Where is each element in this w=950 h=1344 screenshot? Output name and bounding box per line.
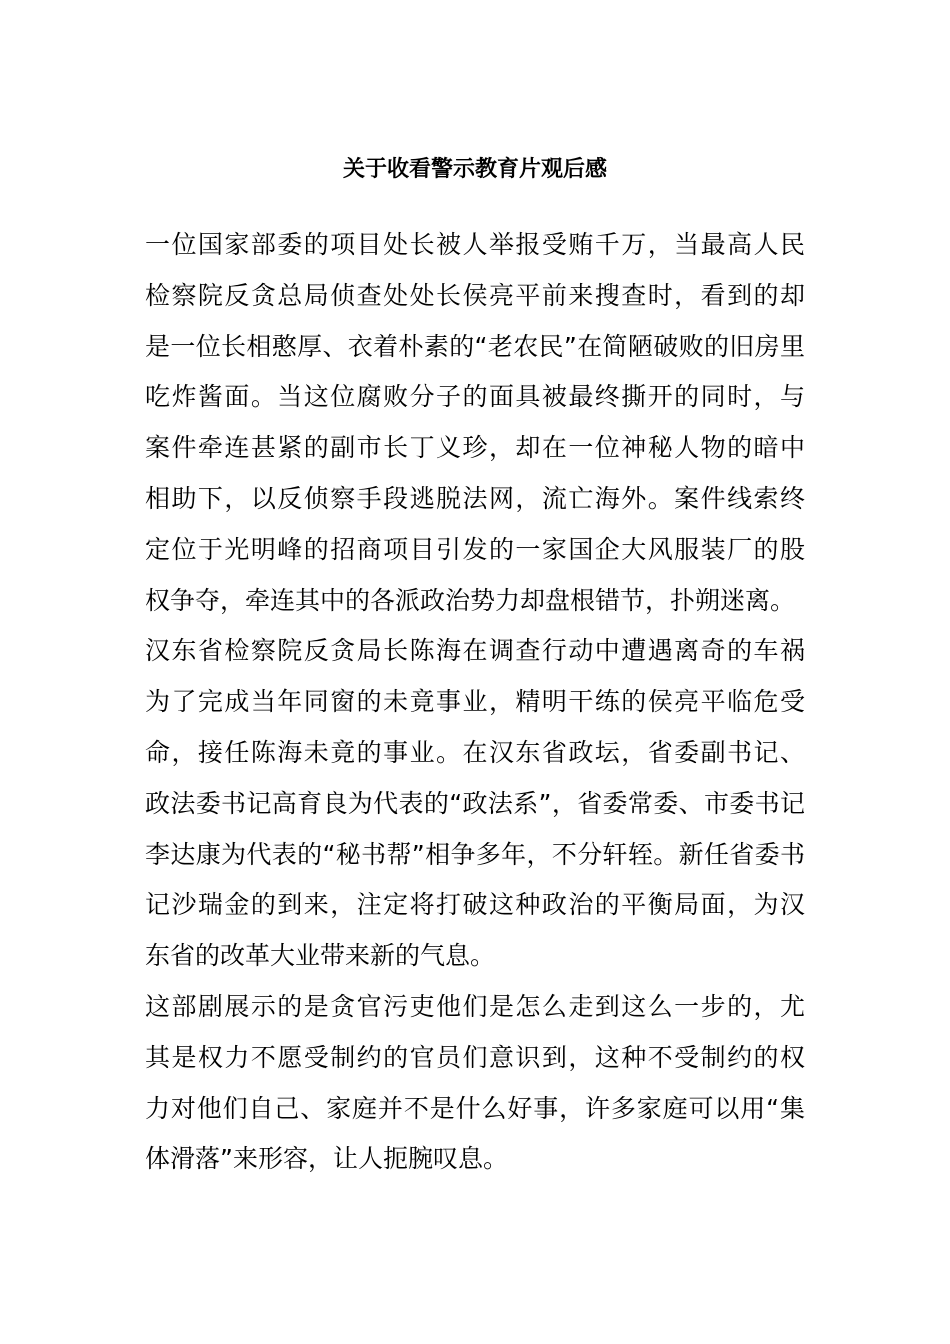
text-line: 一位国家部委的项目处长被人举报受贿千万，当最高人民 xyxy=(145,230,805,259)
text-line: 是一位长相憨厚、衣着朴素的“老农民”在简陋破败的旧房里 xyxy=(145,331,805,361)
text-line: 其是权力不愿受制约的官员们意识到，这种不受制约的权 xyxy=(145,1042,805,1072)
text-line: 政法委书记高育良为代表的“政法系”，省委常委、市委书记 xyxy=(145,788,805,818)
text-line: 这部剧展示的是贪官污吏他们是怎么走到这么一步的，尤 xyxy=(145,991,805,1021)
text-line: 汉东省检察院反贪局长陈海在调查行动中遭遇离奇的车祸 xyxy=(145,636,805,666)
text-line: 检察院反贪总局侦查处处长侯亮平前来搜查时，看到的却 xyxy=(145,280,805,310)
paragraph xyxy=(145,982,805,1185)
text-line: 力对他们自己、家庭并不是什么好事，许多家庭可以用“集 xyxy=(145,1093,805,1123)
text-line: 案件牵连甚紧的副市长丁义珍，却在一位神秘人物的暗中 xyxy=(145,433,805,463)
text-line: 权争夺，牵连其中的各派政治势力却盘根错节，扑朔迷离。 xyxy=(145,585,796,615)
text-line: 相助下，以反侦察手段逃脱法网，流亡海外。案件线索终 xyxy=(145,483,805,513)
text-line: 体滑落”来形容，让人扼腕叹息。 xyxy=(145,1144,508,1174)
text-line: 为了完成当年同窗的未竟事业，精明干练的侯亮平临危受 xyxy=(145,687,805,717)
text-line: 定位于光明峰的招商项目引发的一家国企大风服装厂的股 xyxy=(145,534,805,564)
document-title: 关于收看警示教育片观后感 xyxy=(342,157,607,182)
text-line: 吃炸酱面。当这位腐败分子的面具被最终撕开的同时，与 xyxy=(145,382,805,412)
text-line: 命，接任陈海未竟的事业。在汉东省政坛，省委副书记、 xyxy=(145,737,805,767)
paragraph xyxy=(145,626,805,982)
paragraph xyxy=(145,220,805,626)
text-line: 东省的改革大业带来新的气息。 xyxy=(145,941,496,971)
document-body xyxy=(145,220,805,1185)
text-line: 记沙瑞金的到来，注定将打破这种政治的平衡局面，为汉 xyxy=(145,890,805,920)
text-line: 李达康为代表的“秘书帮”相争多年，不分轩轾。新任省委书 xyxy=(145,839,805,869)
